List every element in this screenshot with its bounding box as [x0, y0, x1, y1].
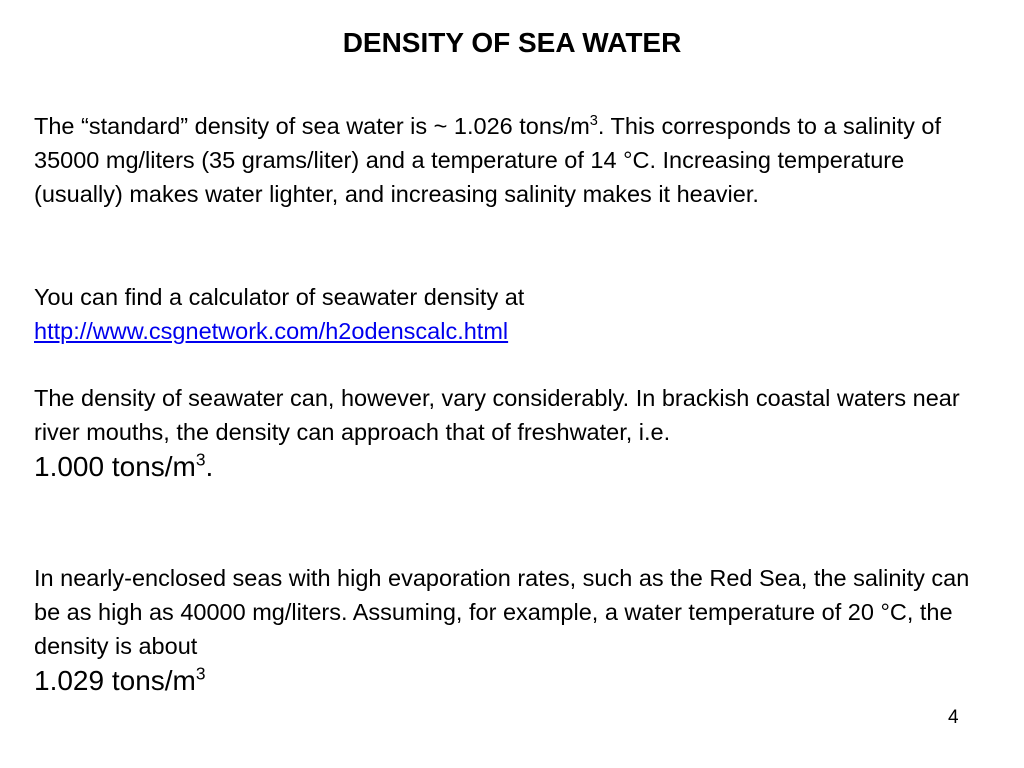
- calculator-text: You can find a calculator of seawater density at: [34, 284, 525, 310]
- red-sea-text: In nearly-enclosed seas with high evaporation rates, such as the Red Sea, the salinity can be as high as 40000 mg/liters. Assuming, for example, a water temperature of 20 °C, the density is about: [34, 565, 970, 659]
- red-sea-density-value: [34, 665, 206, 696]
- paragraph-standard-density: [34, 109, 999, 211]
- superscript-cubed: 3: [195, 663, 206, 684]
- red-sea-density-number: 1.029 tons/m: [34, 665, 196, 696]
- superscript-cubed: 3: [195, 449, 206, 470]
- paragraph-calculator: [34, 280, 999, 348]
- brackish-text: The density of seawater can, however, vary considerably. In brackish coastal waters near river mouths, the density can approach that of freshwater, i.e.: [34, 385, 960, 445]
- superscript-cubed: 3: [589, 112, 598, 129]
- freshwater-density-period: .: [205, 451, 214, 482]
- calculator-link[interactable]: http://www.csgnetwork.com/h2odenscalc.html: [34, 318, 509, 344]
- standard-density-text: The “standard” density of sea water is ~ 1.026 tons/m: [34, 113, 590, 139]
- freshwater-density-value: [34, 451, 213, 482]
- page-number: 4: [948, 707, 959, 728]
- paragraph-red-sea: [34, 561, 999, 699]
- paragraph-brackish: [34, 381, 999, 485]
- slide-title: DENSITY OF SEA WATER: [342, 27, 682, 58]
- standard-density-text-cont: . This corresponds to a salinity of 35000 mg/liters (35 grams/liter) and a temperature of 14 °C. Increasing temperature (usually) makes water lighter, and increasing salinity makes it heavier.: [34, 113, 941, 207]
- freshwater-density-number: 1.000 tons/m: [34, 451, 196, 482]
